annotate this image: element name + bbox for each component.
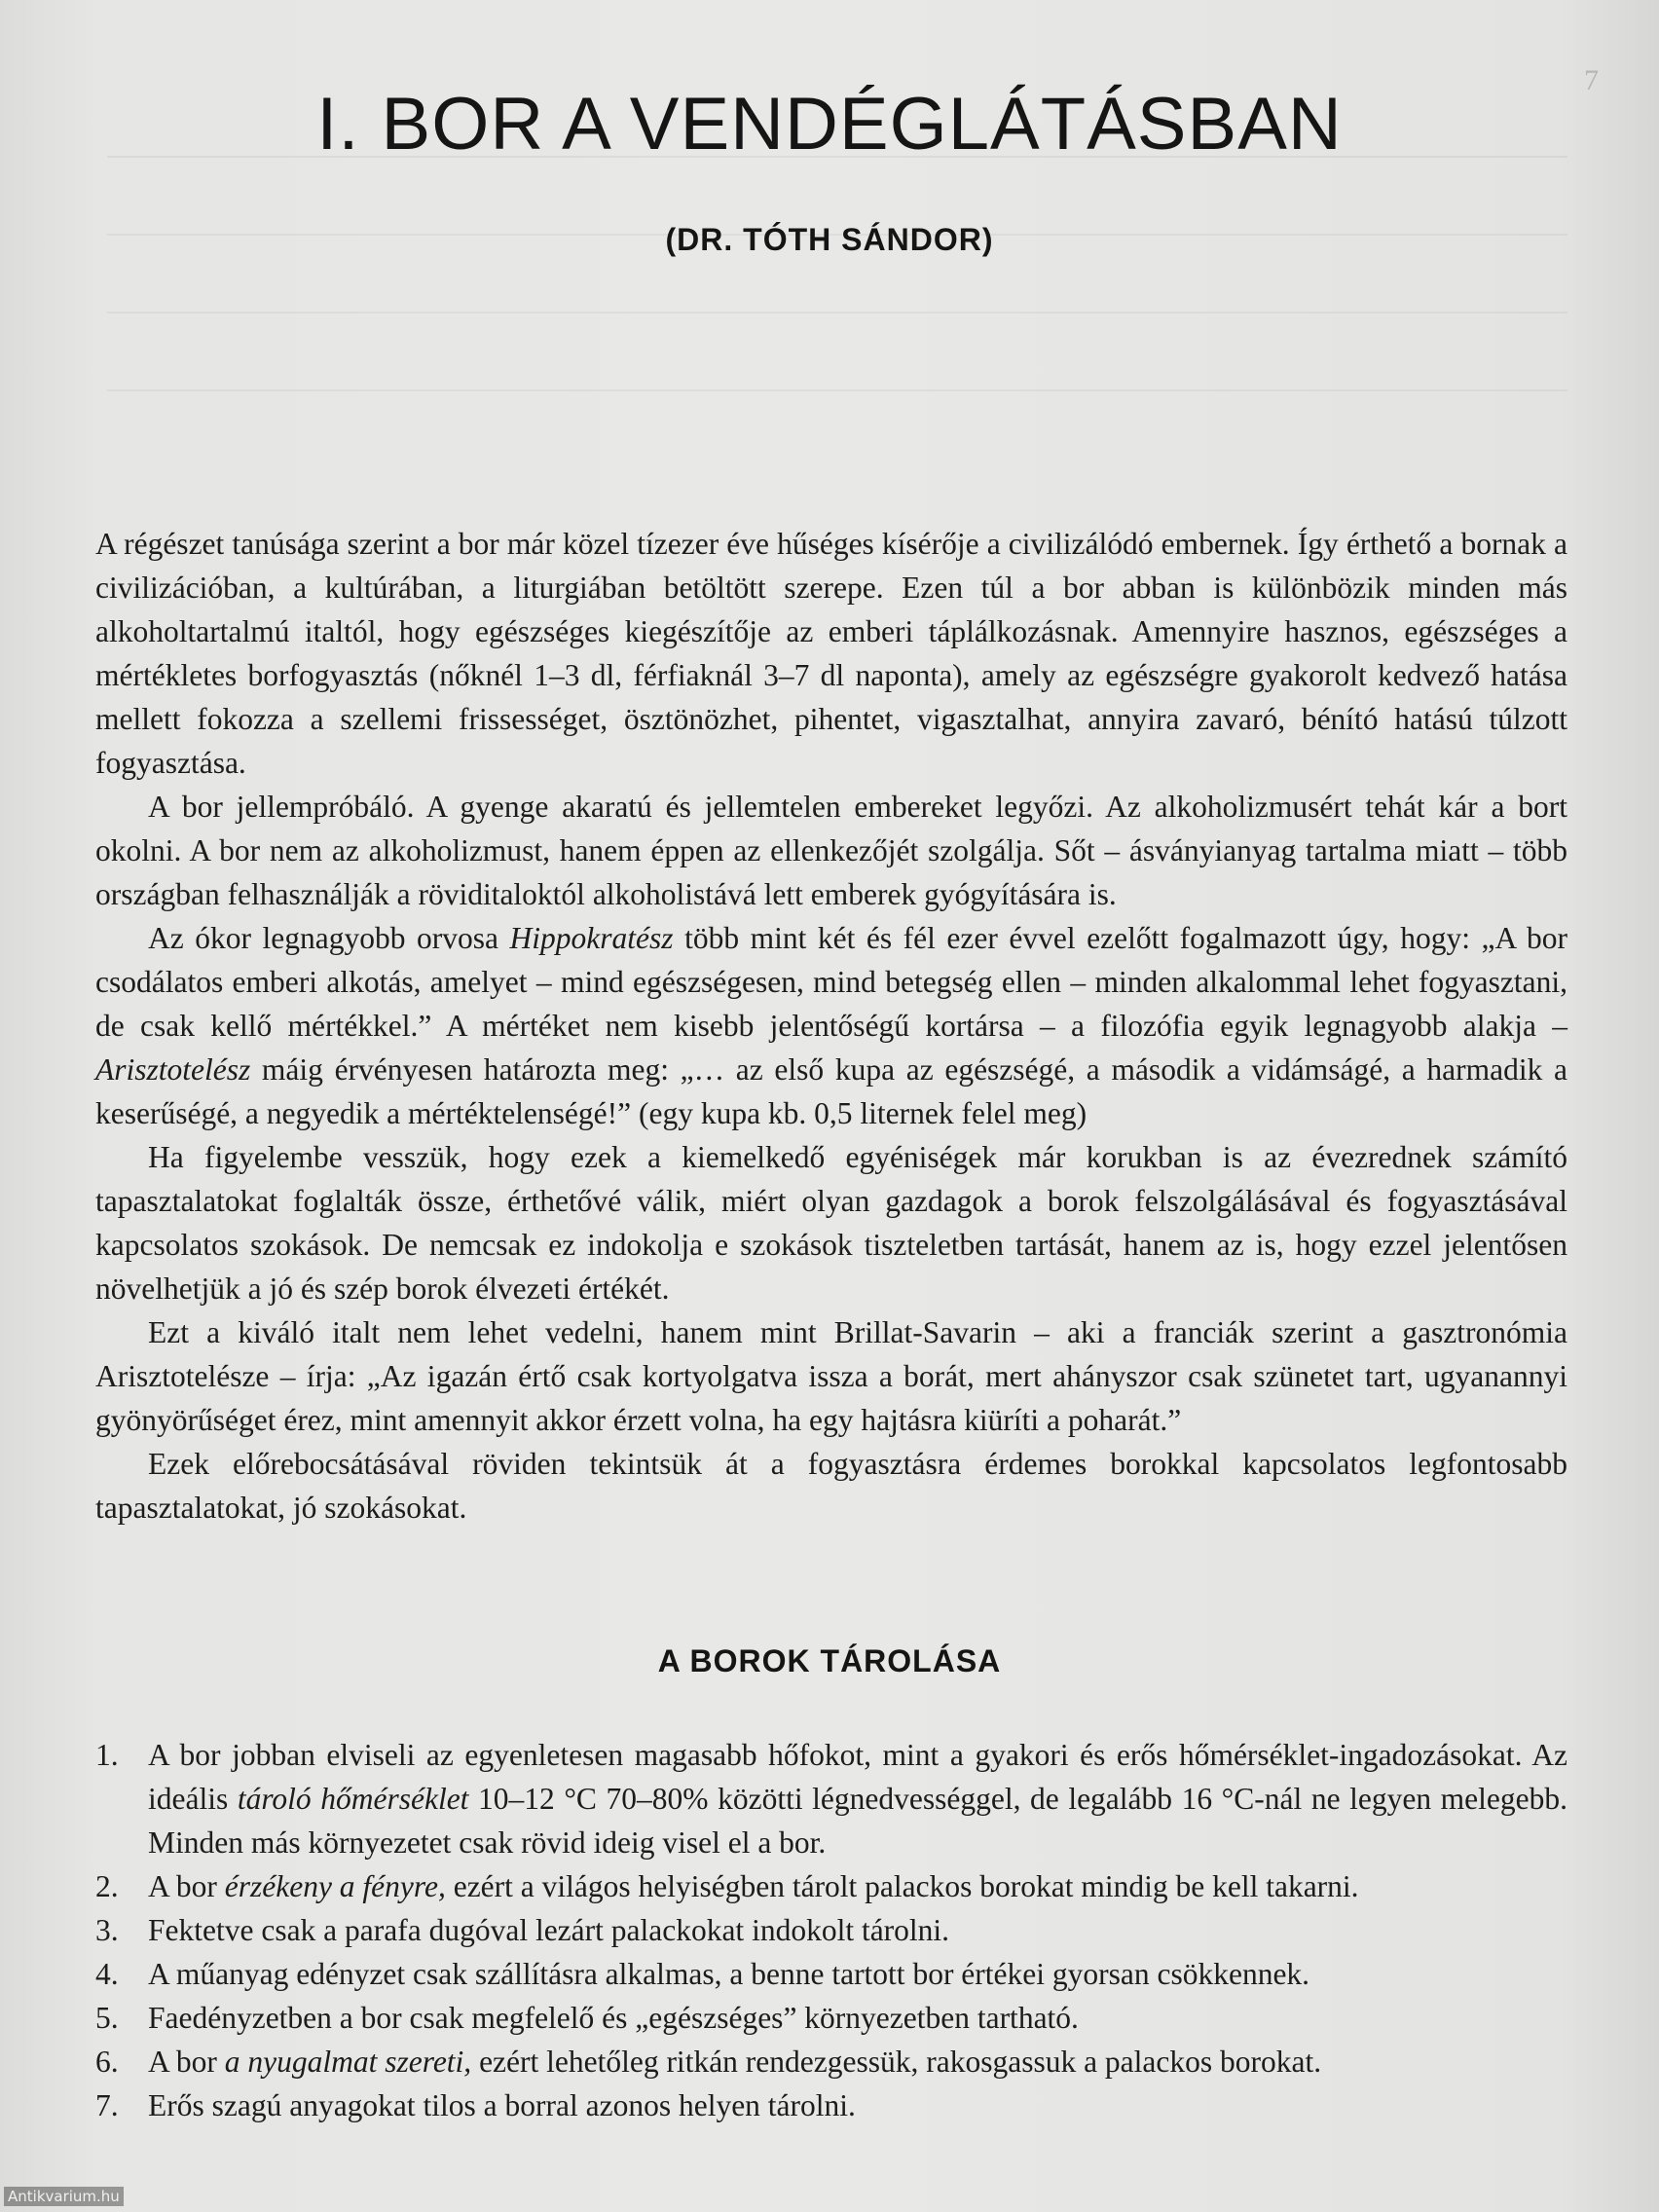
page-number: 7 — [1584, 64, 1599, 96]
body-text — [95, 522, 1567, 1530]
text-run: Fektetve csak a parafa dugóval lezárt palackokat indokolt tárolni. — [148, 1913, 950, 1947]
text-run: A bor — [148, 1869, 225, 1903]
text-run: Erős szagú anyagokat tilos a borral azonos helyen tárolni. — [148, 2088, 856, 2122]
text-run: A régészet tanúsága szerint a bor már közel tízezer éve hűséges kísérője a civilizálódó embernek. Így érthető a bornak a civilizációban, a kultúrában, a liturgiában betöltött szerepe. Ezen túl a bor abban is különbözik minden más alkoholtartalmú italtól, hogy egészséges kiegészítője az emberi táplálkozásnak. Amennyire hasznos, egészséges a mértékletes borfogyasztás (nőknél 1–3 dl, férfiaknál 3–7 dl naponta), amely az egészségre gyakorolt kedvező hatása mellett fokozza a szellemi frissességet, ösztönözhet, pihentet, vigasztalhat, annyira zavaró, bénító hatású túlzott fogyasztása. — [95, 527, 1567, 780]
list-item-number: 5. — [95, 2001, 119, 2035]
chapter-title: I. BOR A VENDÉGLÁTÁSBAN — [316, 83, 1343, 166]
italic-phrase: Arisztotelész — [95, 1052, 251, 1087]
paragraph — [95, 785, 1567, 916]
list-item — [95, 1908, 1567, 1952]
list-item — [95, 1996, 1567, 2040]
section-title: A BOROK TÁROLÁSA — [657, 1643, 1002, 1678]
text-run: ezért lehetőleg ritkán rendezgessük, rakosgassuk a palackos borokat. — [471, 2045, 1322, 2079]
text-run: máig érvényesen határozta meg: „… az első kupa az egészségé, a második a vidámságé, a harmadik a keserűségé, a negyedik a mértéktelenségé!” (egy kupa kb. 0,5 liternek felel meg) — [95, 1052, 1567, 1130]
list-item — [95, 1733, 1567, 1864]
list-item-number: 3. — [95, 1913, 119, 1947]
list-item-number: 4. — [95, 1957, 119, 1991]
text-run: A bor jobban elviseli az egyenletesen magasabb hőfokot, mint a gyakori és erős hőmérséklet-ingadozásokat. Az ideális — [148, 1738, 1567, 1816]
list-item-number: 6. — [95, 2045, 119, 2079]
paragraph — [95, 522, 1567, 785]
text-run: Ha figyelembe vesszük, hogy ezek a kiemelkedő egyéniségek már korukban is az évezrednek számító tapasztalatokat foglalták össze, érthetővé válik, miért olyan gazdagok a borok felszolgálásával és fogyasztásával kapcsolatos szokások. De nemcsak ez indokolja e szokások tiszteletben tartását, hanem az is, hogy ezzel jelentősen növelhetjük a jó és szép borok élvezeti értékét. — [95, 1140, 1567, 1306]
storage-rules-list — [95, 1733, 1567, 2127]
text-run: 10–12 °C 70–80% közötti légnedvességgel, de legalább 16 °C-nál ne legyen melegebb. Minden más környezetet csak rövid ideig visel el a bor. — [148, 1782, 1567, 1860]
text-run: A műanyag edényzet csak szállításra alkalmas, a benne tartott bor értékei gyorsan csökkennek. — [148, 1957, 1310, 1991]
text-run: Az ókor legnagyobb orvosa — [148, 921, 510, 955]
chapter-author: (DR. TÓTH SÁNDOR) — [665, 222, 994, 257]
text-run: Faedényzetben a bor csak megfelelő és „egészséges” környezetben tartható. — [148, 2001, 1079, 2035]
italic-phrase: tároló hőmérséklet — [237, 1782, 469, 1816]
italic-phrase: érzékeny a fényre, — [224, 1869, 446, 1903]
paragraph — [95, 1135, 1567, 1310]
paragraph — [95, 1442, 1567, 1530]
text-run: Ezek előrebocsátásával röviden tekintsük át a fogyasztásra érdemes borokkal kapcsolatos legfontosabb tapasztalatokat, jó szokásokat. — [95, 1447, 1567, 1525]
text-run: több mint két és fél ezer évvel ezelőtt fogalmazott úgy, hogy: „A bor csodálatos emberi alkotás, amelyet – mind egészségesen, mind betegség ellen – minden alkalommal lehet fogyasztani, de csak kellő mértékkel.” A mértéket nem kisebb jelentőségű kortársa – a filozófia egyik legnagyobb alakja – — [95, 921, 1567, 1043]
list-item — [95, 1864, 1567, 1908]
list-item-number: 1. — [95, 1738, 119, 1772]
paragraph — [95, 916, 1567, 1135]
text-run: ezért a világos helyiségben tárolt palackos borokat mindig be kell takarni. — [445, 1869, 1359, 1903]
text-run: A bor jellempróbáló. A gyenge akaratú és jellemtelen embereket legyőzi. Az alkoholizmusért tehát kár a bort okolni. A bor nem az alkoholizmust, hanem éppen az ellenkezőjét szolgálja. Sőt – ásványianyag tartalma miatt – több országban felhasználják a röviditaloktól alkoholistává lett emberek gyógyítására is. — [95, 790, 1567, 911]
text-run: A bor — [148, 2045, 225, 2079]
paragraph — [95, 1310, 1567, 1442]
list-item-number: 2. — [95, 1869, 119, 1903]
watermark: Antikvarium.hu — [4, 2187, 124, 2206]
italic-phrase: a nyugalmat szereti, — [224, 2045, 472, 2079]
text-run: Ezt a kiváló italt nem lehet vedelni, hanem mint Brillat-Savarin – aki a franciák szerint a gasztronómia Arisztotelésze – írja: „Az igazán értő csak kortyolgatva issza a borát, mert ahányszor csak szünetet tart, ugyanannyi gyönyörűséget érez, mint amennyit akkor érzett volna, ha egy hajtásra kiüríti a poharát.” — [95, 1315, 1567, 1437]
italic-phrase: Hippokratész — [509, 921, 674, 955]
list-item-number: 7. — [95, 2088, 119, 2122]
list-item — [95, 2040, 1567, 2083]
list-item — [95, 2083, 1567, 2127]
list-item — [95, 1952, 1567, 1996]
